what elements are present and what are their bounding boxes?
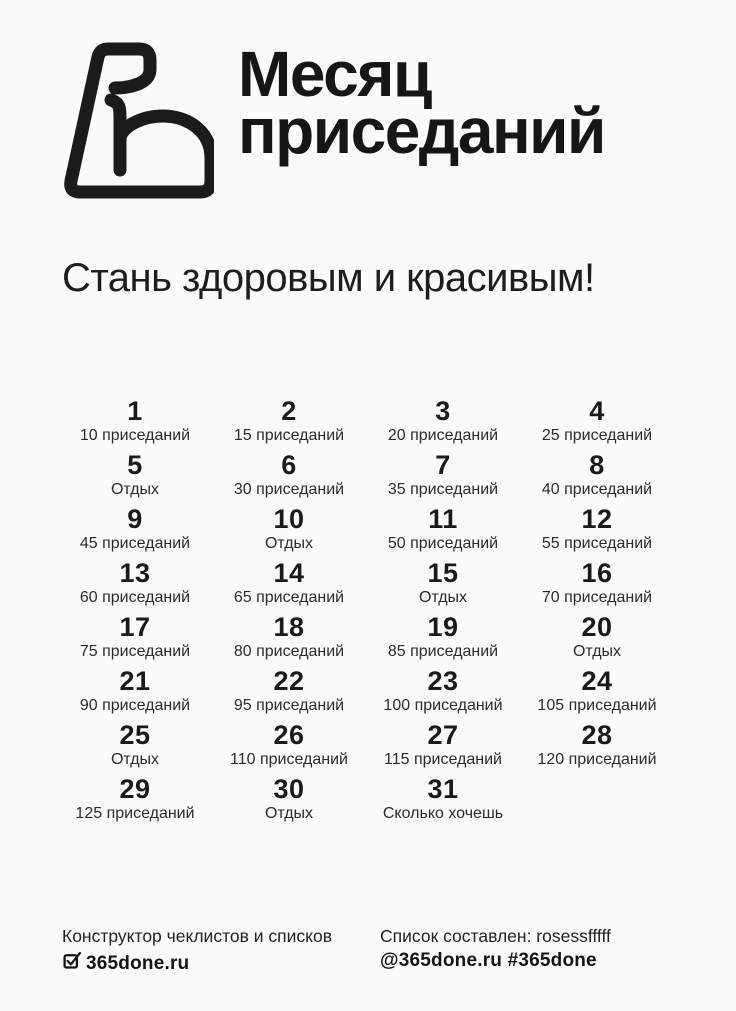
day-cell (58, 720, 212, 769)
day-number: 25 (119, 720, 151, 750)
footer-left (62, 926, 332, 977)
day-task: 85 приседаний (387, 643, 499, 660)
day-number: 14 (273, 558, 305, 588)
day-cell (58, 774, 212, 823)
day-number: 23 (427, 666, 459, 696)
day-cell (366, 504, 520, 553)
day-cell (520, 450, 674, 499)
day-task: 50 приседаний (387, 535, 499, 552)
day-number: 28 (581, 720, 613, 750)
day-task: 35 приседаний (387, 481, 499, 498)
day-task: 95 приседаний (233, 697, 345, 714)
day-number: 6 (281, 450, 297, 480)
day-cell (366, 558, 520, 607)
day-number: 8 (589, 450, 605, 480)
day-task: 40 приседаний (541, 481, 653, 498)
day-task: 10 приседаний (79, 427, 191, 444)
day-number: 21 (119, 666, 151, 696)
day-number: 1 (127, 396, 143, 426)
day-task: 125 приседаний (75, 805, 195, 822)
checkbox-icon (62, 950, 83, 977)
day-cell (520, 666, 674, 715)
day-cell (58, 612, 212, 661)
footer-right (380, 926, 611, 972)
page-subtitle: Стань здоровым и красивым! (62, 256, 595, 300)
day-task: Отдых (264, 535, 314, 552)
day-number: 27 (427, 720, 459, 750)
day-task: 110 приседаний (230, 751, 348, 768)
day-task: Отдых (418, 589, 468, 606)
day-cell (366, 720, 520, 769)
day-task: 60 приседаний (79, 589, 191, 606)
day-task: 115 приседаний (384, 751, 502, 768)
day-cell (58, 666, 212, 715)
day-number: 16 (581, 558, 613, 588)
day-cell (212, 558, 366, 607)
footer-right-credit: Список составлен: rosessfffff (380, 926, 611, 946)
day-cell (212, 504, 366, 553)
footer-right-handles: @365done.ru #365done (380, 950, 597, 971)
day-number: 7 (435, 450, 451, 480)
day-cell (212, 450, 366, 499)
footer-left-site: 365done.ru (86, 952, 190, 974)
day-number: 24 (581, 666, 613, 696)
footer-left-tagline: Конструктор чеклистов и списков (62, 926, 333, 946)
day-number: 18 (273, 612, 305, 642)
day-cell (366, 396, 520, 445)
footer-left-site-row (62, 950, 332, 977)
day-task: 65 приседаний (233, 589, 345, 606)
day-task: 15 приседаний (233, 427, 345, 444)
day-cell (212, 720, 366, 769)
day-task: 20 приседаний (387, 427, 499, 444)
day-number: 11 (428, 504, 458, 534)
day-task: 45 приседаний (79, 535, 191, 552)
day-cell (58, 396, 212, 445)
day-number: 9 (127, 504, 143, 534)
day-task: 30 приседаний (233, 481, 345, 498)
day-task: 70 приседаний (541, 589, 653, 606)
day-task: 80 приседаний (233, 643, 345, 660)
day-number: 13 (119, 558, 151, 588)
day-cell (366, 774, 520, 823)
day-number: 20 (581, 612, 613, 642)
flexed-bicep-icon (64, 42, 214, 200)
day-task: Отдых (264, 805, 314, 822)
day-number: 12 (581, 504, 613, 534)
day-task: Отдых (572, 643, 622, 660)
day-number: 3 (435, 396, 451, 426)
day-task: 100 приседаний (383, 697, 503, 714)
day-task: 75 приседаний (79, 643, 191, 660)
day-number: 26 (273, 720, 305, 750)
day-task: Сколько хочешь (382, 805, 504, 822)
day-number: 10 (273, 504, 305, 534)
day-cell (212, 396, 366, 445)
day-number: 31 (427, 774, 459, 804)
day-cell (520, 396, 674, 445)
day-cell (520, 720, 674, 769)
day-cell (58, 450, 212, 499)
day-task: 55 приседаний (541, 535, 653, 552)
page-title-line2: приседаний (238, 95, 605, 167)
day-task: 120 приседаний (537, 751, 657, 768)
day-cell (212, 666, 366, 715)
day-cell (520, 558, 674, 607)
day-number: 30 (273, 774, 305, 804)
day-task: 105 приседаний (537, 697, 657, 714)
day-number: 17 (119, 612, 151, 642)
day-task: Отдых (110, 481, 160, 498)
day-cell (520, 504, 674, 553)
day-cell (212, 774, 366, 823)
day-task: 25 приседаний (541, 427, 653, 444)
day-cell (366, 612, 520, 661)
day-number: 15 (427, 558, 459, 588)
day-cell (58, 558, 212, 607)
day-number: 19 (427, 612, 459, 642)
day-number: 2 (281, 396, 297, 426)
day-cell (520, 612, 674, 661)
day-cell (366, 666, 520, 715)
day-task: 90 приседаний (79, 697, 191, 714)
page-title-line1: Месяц (238, 38, 431, 110)
page-title (238, 38, 605, 167)
day-cell (58, 504, 212, 553)
day-number: 29 (119, 774, 151, 804)
day-number: 4 (589, 396, 605, 426)
days-grid (58, 396, 674, 823)
day-cell (212, 612, 366, 661)
day-number: 5 (127, 450, 143, 480)
day-task: Отдых (110, 751, 160, 768)
day-number: 22 (273, 666, 305, 696)
day-cell (366, 450, 520, 499)
